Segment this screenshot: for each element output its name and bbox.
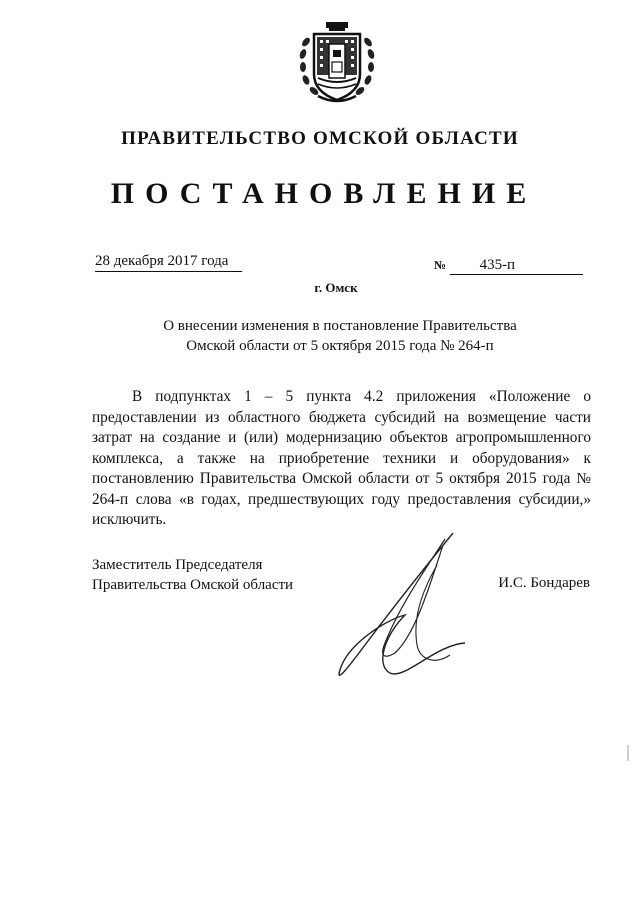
scan-edge-mark [627, 745, 629, 761]
organization-title: ПРАВИТЕЛЬСТВО ОМСКОЙ ОБЛАСТИ [121, 128, 519, 149]
document-subject [150, 316, 530, 356]
signatory-name: И.С. Бондарев [498, 575, 590, 591]
document-number-field [434, 257, 583, 275]
signatory-position [92, 555, 293, 595]
coat-of-arms-icon [296, 22, 378, 104]
position-line-1: Заместитель Председателя [92, 557, 263, 573]
document-date: 28 декабря 2017 года [95, 253, 242, 272]
subject-line-1: О внесении изменения в постановление Правительства [163, 318, 517, 334]
document-type-title: ПОСТАНОВЛЕНИЕ [110, 177, 538, 210]
city-label: г. Омск [314, 280, 358, 295]
position-line-2: Правительства Омской области [92, 577, 294, 593]
number-sign: № [434, 258, 447, 272]
handwritten-signature [325, 525, 475, 685]
subject-line-2: Омской области от 5 октября 2015 года № 264-п [186, 338, 494, 354]
document-number: 435-п [450, 257, 583, 275]
body-paragraph: В подпунктах 1 – 5 пункта 4.2 приложения «Положение о предоставлении из областного бюджета субсидий на возмещение части затрат на создание и (или) модернизацию объектов агропромышленного комплекса, а также на приобретение техники и оборудования» к постановлению Правительства Омской области от 5 октября 2015 года № 264-п слова «в годах, предшествующих году предоставления субсидии,» исключить. [92, 388, 591, 528]
